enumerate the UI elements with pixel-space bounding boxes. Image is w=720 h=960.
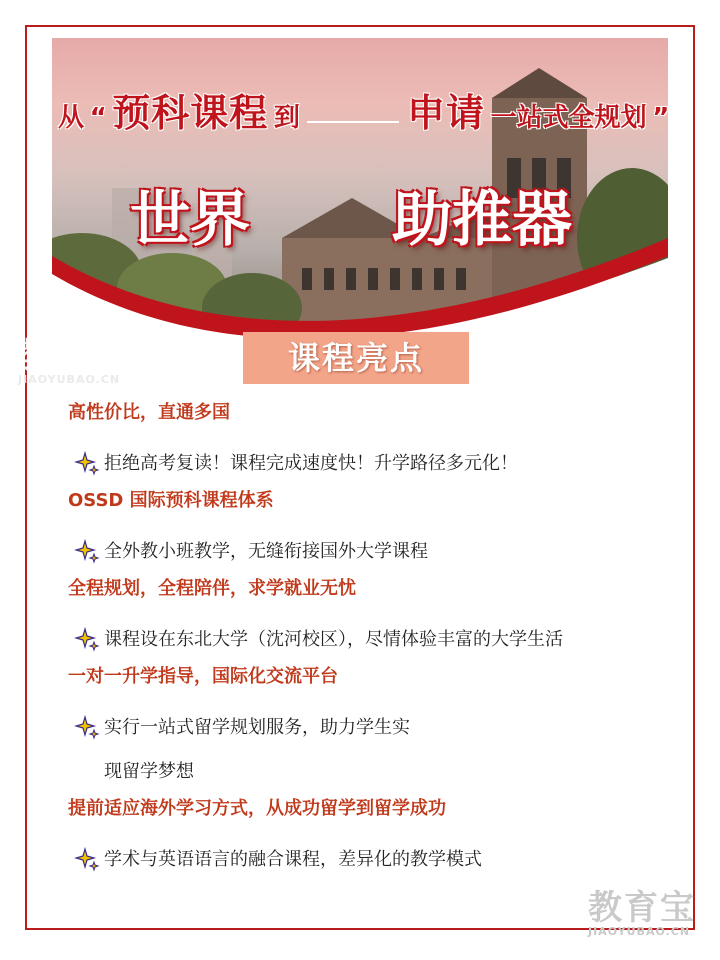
tagline-dash	[307, 121, 399, 123]
section-heading: 提前适应海外学习方式，从成功留学到留学成功	[68, 798, 446, 819]
list-item	[68, 618, 678, 662]
sparkle-icon	[74, 847, 100, 873]
tagline-quote-close: ”	[652, 103, 670, 133]
watermark-domain: JIAOYUBAO.CN	[18, 373, 121, 386]
item-text: 学术与英语语言的融合课程，差异化的教学模式	[104, 849, 482, 870]
sparkle-icon	[74, 451, 100, 477]
tagline-apply: 申请	[407, 91, 486, 135]
watermark-logo-text: 教育宝	[588, 888, 696, 928]
sparkle-icon	[74, 715, 100, 741]
section-3	[68, 662, 678, 794]
section-heading: OSSD 国际预科课程体系	[68, 490, 274, 511]
section-heading: 一对一升学指导，国际化交流平台	[68, 666, 338, 687]
watermark-bottom	[588, 880, 696, 938]
watermark-logo-text: 教育宝	[18, 336, 126, 376]
item-text: 现留学梦想	[104, 761, 194, 782]
list-item-continuation	[68, 750, 678, 794]
item-text: 拒绝高考复读！课程完成速度快！升学路径多元化！	[104, 453, 518, 474]
list-item	[68, 838, 678, 882]
hero-word-booster: 助推器	[392, 185, 572, 255]
section-2	[68, 574, 678, 662]
hero-word-world: 世界	[130, 185, 250, 255]
item-text: 全外教小班教学，无缝衔接国外大学课程	[104, 541, 428, 562]
section-4	[68, 794, 678, 882]
list-item	[68, 706, 678, 750]
watermark-domain: JIAOYUBAO.CN	[588, 925, 691, 938]
watermark-top	[18, 328, 126, 386]
list-item	[68, 442, 678, 486]
item-text: 实行一站式留学规划服务，助力学生实	[104, 717, 410, 738]
tagline-to: 到	[273, 103, 300, 133]
section-0	[68, 398, 678, 486]
tagline-prep-course: 预科课程	[112, 91, 269, 135]
section-heading: 全程规划，全程陪伴，求学就业无忧	[68, 578, 356, 599]
tagline-from: 从	[58, 103, 85, 133]
highlights-list	[68, 398, 678, 882]
section-heading: 高性价比，直通多国	[68, 402, 230, 423]
tagline-quote-open: “	[89, 103, 107, 133]
sparkle-icon	[74, 539, 100, 565]
sparkle-icon	[74, 627, 100, 653]
hero-tagline	[58, 82, 669, 137]
item-text: 课程设在东北大学（沈河校区），尽情体验丰富的大学生活	[104, 629, 563, 650]
section-1	[68, 486, 678, 574]
list-item	[68, 530, 678, 574]
highlights-badge: 课程亮点	[243, 332, 469, 384]
tagline-one-stop: 一站式全规划	[490, 103, 647, 133]
